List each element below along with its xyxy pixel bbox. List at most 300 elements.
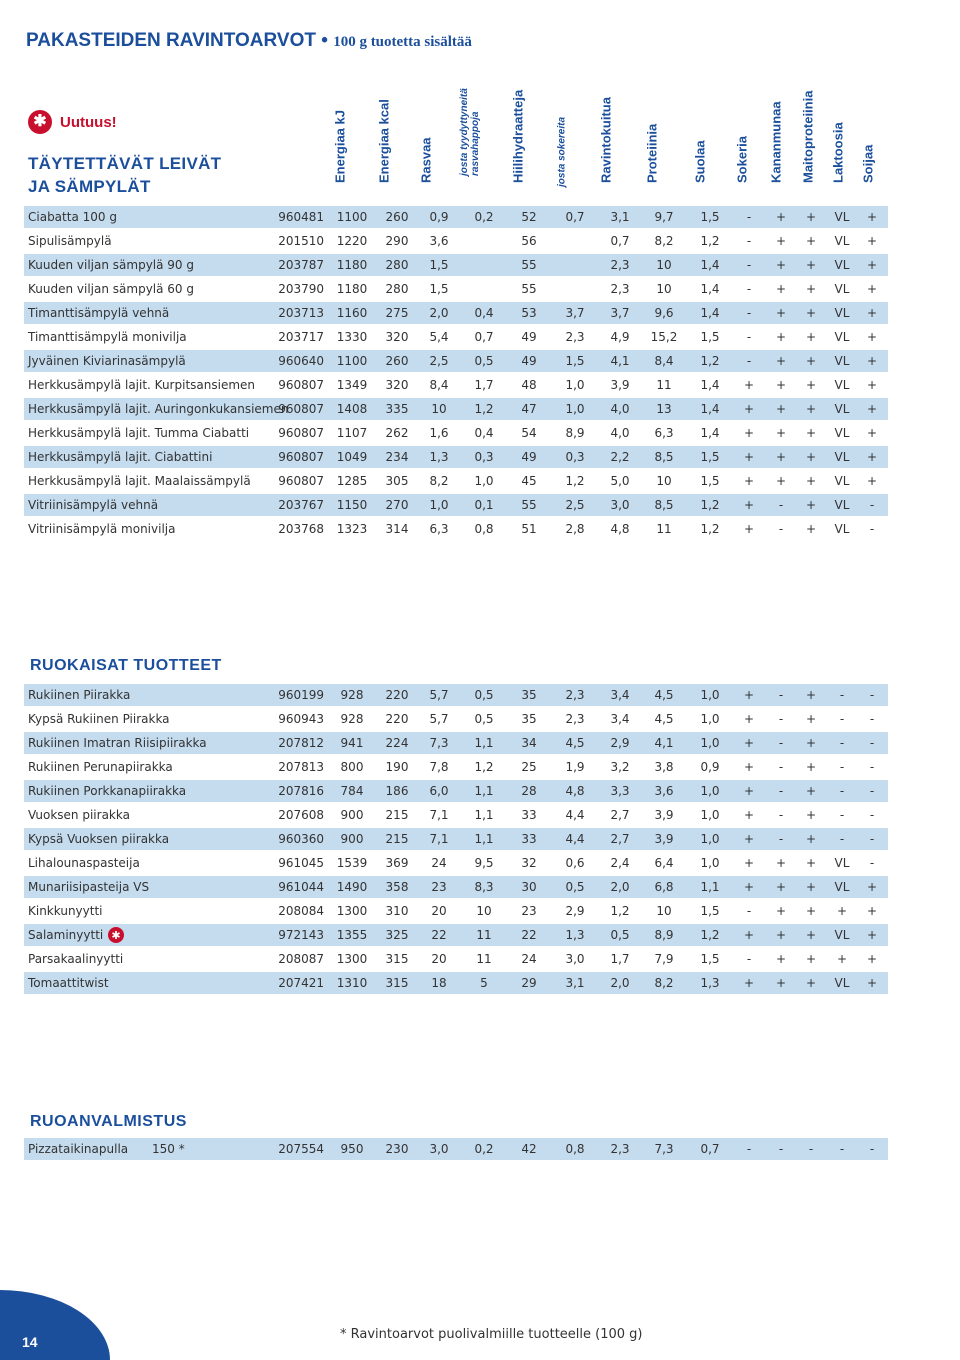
table-cell: 1,4 [700, 258, 720, 272]
table-cell: + [775, 928, 787, 942]
table-row [24, 494, 888, 516]
product-code: 207813 [278, 760, 324, 774]
table-cell: 0,7 [700, 1142, 720, 1156]
table-cell: + [805, 330, 817, 344]
table-cell: 1,1 [474, 808, 494, 822]
table-cell: 290 [385, 234, 409, 248]
table-cell: + [743, 760, 755, 774]
product-code: 203713 [278, 306, 324, 320]
table-cell: + [775, 330, 787, 344]
product-name: Munariisipasteija VS [28, 880, 150, 894]
table-cell: 1,5 [700, 474, 720, 488]
product-code: 207421 [278, 976, 324, 990]
table-row [24, 732, 888, 754]
table-cell: 1,9 [565, 760, 585, 774]
column-header-label: Suolaa [692, 140, 708, 183]
table-cell: - [869, 736, 875, 750]
table-cell: 0,7 [610, 234, 630, 248]
star-badge-icon: ✱ [108, 927, 124, 943]
product-code: 207608 [278, 808, 324, 822]
product-code: 201510 [278, 234, 324, 248]
table-cell: 3,4 [610, 688, 630, 702]
title-main: PAKASTEIDEN RAVINTOARVOT [26, 30, 316, 51]
table-cell: 325 [385, 928, 409, 942]
product-code: 203790 [278, 282, 324, 296]
table-cell: 3,9 [610, 378, 630, 392]
table-cell: + [805, 832, 817, 846]
product-code: 960807 [278, 474, 324, 488]
table-cell: 1,7 [474, 378, 494, 392]
column-header-label: josta sokereita [556, 116, 568, 187]
table-cell: VL [834, 426, 850, 440]
table-cell: 1,4 [700, 282, 720, 296]
table-cell: 262 [385, 426, 409, 440]
table-cell: 48 [521, 378, 537, 392]
table-row [24, 804, 888, 826]
product-code: 960640 [278, 354, 324, 368]
product-name: Jyväinen Kiviarinasämpylä [28, 354, 186, 368]
table-cell: 6,8 [654, 880, 674, 894]
table-cell: 10 [656, 904, 672, 918]
table-cell: + [805, 808, 817, 822]
table-cell: 3,9 [654, 808, 674, 822]
table-cell: 0,2 [474, 1142, 494, 1156]
column-header [823, 80, 853, 198]
table-cell: - [839, 1142, 845, 1156]
table-cell: 369 [385, 856, 409, 870]
table-cell: - [869, 832, 875, 846]
table-cell: 11 [656, 522, 672, 536]
product-code: 960807 [278, 450, 324, 464]
product-name: Kuuden viljan sämpylä 60 g [28, 282, 194, 296]
table-cell: 320 [385, 330, 409, 344]
table-cell: 8,3 [474, 880, 494, 894]
product-code: 960199 [278, 688, 324, 702]
table-cell: 0,5 [474, 688, 494, 702]
table-cell: 5,7 [429, 712, 449, 726]
table-cell: 1,5 [700, 330, 720, 344]
section-title-filled-breads [28, 152, 221, 198]
table-row [24, 302, 888, 324]
page-title [26, 30, 472, 52]
table-cell: 1100 [336, 210, 368, 224]
table-cell: VL [834, 354, 850, 368]
table-cell: 4,5 [654, 688, 674, 702]
table-cell: + [743, 474, 755, 488]
table-cell: 10 [431, 402, 447, 416]
table-cell: 1,2 [700, 928, 720, 942]
table-cell: 18 [431, 976, 447, 990]
table-cell: 1,1 [474, 832, 494, 846]
table-cell: - [746, 354, 752, 368]
column-header [727, 80, 757, 198]
table-cell: + [866, 234, 878, 248]
table-row [24, 828, 888, 850]
table-cell: + [775, 880, 787, 894]
product-name: Parsakaalinyytti [28, 952, 124, 966]
table-cell: - [869, 784, 875, 798]
table-cell: 1330 [336, 330, 368, 344]
table-cell: + [805, 736, 817, 750]
table-cell: 2,0 [610, 976, 630, 990]
table-cell: + [866, 952, 878, 966]
table-cell: VL [834, 928, 850, 942]
table-cell: 3,6 [654, 784, 674, 798]
table-cell: VL [834, 450, 850, 464]
table-cell: 1,1 [474, 736, 494, 750]
table-cell: 15,2 [650, 330, 678, 344]
table-cell: 7,8 [429, 760, 449, 774]
table-cell: + [743, 450, 755, 464]
product-name: Kypsä Vuoksen piirakka [28, 832, 170, 846]
table-cell: 1323 [336, 522, 368, 536]
table-cell: 1,0 [474, 474, 494, 488]
table-cell: VL [834, 282, 850, 296]
table-row [24, 326, 888, 348]
table-cell: VL [834, 976, 850, 990]
table-cell: - [839, 688, 845, 702]
table-cell: 1180 [336, 282, 368, 296]
table-cell: 3,3 [610, 784, 630, 798]
product-name: Vuoksen piirakka [28, 808, 130, 822]
table-cell: 1,5 [700, 210, 720, 224]
table-row [24, 206, 888, 228]
table-cell: 6,3 [654, 426, 674, 440]
table-cell: 260 [385, 210, 409, 224]
product-name: Salaminyytti [28, 928, 104, 942]
table-cell: 2,3 [565, 712, 585, 726]
table-row [24, 374, 888, 396]
table-cell: 2,9 [565, 904, 585, 918]
table-cell: + [743, 378, 755, 392]
table-cell: + [805, 952, 817, 966]
table-cell: 1,5 [429, 258, 449, 272]
table-cell: 47 [521, 402, 537, 416]
table-cell: + [805, 474, 817, 488]
product-code: 960807 [278, 402, 324, 416]
table-cell: 5,0 [610, 474, 630, 488]
table-cell: + [775, 378, 787, 392]
table-cell: 6,4 [654, 856, 674, 870]
table-cell: - [746, 1142, 752, 1156]
table-cell: 56 [521, 234, 537, 248]
table-cell: + [805, 282, 817, 296]
table-cell: 2,3 [610, 282, 630, 296]
table-cell: 49 [521, 450, 537, 464]
table-cell: + [775, 282, 787, 296]
title-bullet: • [321, 30, 328, 51]
table-row [24, 278, 888, 300]
table-cell: 8,4 [429, 378, 449, 392]
table-cell: 305 [385, 474, 409, 488]
table-cell: 1,0 [700, 784, 720, 798]
table-cell: 22 [521, 928, 537, 942]
column-header-label: Energiaa kcal [376, 99, 392, 183]
table-cell: 0,5 [474, 354, 494, 368]
column-header [637, 80, 667, 198]
table-cell: - [839, 808, 845, 822]
table-cell: 5,7 [429, 688, 449, 702]
table-cell: 1490 [336, 880, 368, 894]
table-cell: + [805, 402, 817, 416]
table-cell: + [805, 760, 817, 774]
table-cell: 0,4 [474, 306, 494, 320]
table-cell: 3,9 [654, 832, 674, 846]
table-cell: 3,4 [610, 712, 630, 726]
table-cell: + [805, 880, 817, 894]
column-header [503, 80, 533, 198]
table-cell: 1300 [336, 952, 368, 966]
table-cell: 275 [385, 306, 409, 320]
table-cell: - [778, 760, 784, 774]
table-cell: 270 [385, 498, 409, 512]
product-code: 960360 [278, 832, 324, 846]
table-cell: - [869, 808, 875, 822]
table-cell: 220 [385, 712, 409, 726]
column-header-label: Hiilihydraatteja [510, 89, 526, 183]
product-name: Herkkusämpylä lajit. Tumma Ciabatti [28, 426, 250, 440]
table-cell: VL [834, 258, 850, 272]
table-cell: 320 [385, 378, 409, 392]
table-cell: 1,0 [700, 736, 720, 750]
table-cell: + [743, 712, 755, 726]
table-cell: - [869, 498, 875, 512]
table-row [24, 972, 888, 994]
table-cell: 51 [521, 522, 537, 536]
table-cell: - [778, 736, 784, 750]
table-cell: + [805, 904, 817, 918]
section-title-cooking: RUOANVALMISTUS [30, 1113, 187, 1130]
table-cell: + [866, 976, 878, 990]
table-cell: + [836, 952, 848, 966]
table-cell: 2,5 [565, 498, 585, 512]
table-row [24, 470, 888, 492]
table-cell: 941 [340, 736, 364, 750]
product-code: 961045 [278, 856, 324, 870]
table-cell: 22 [431, 928, 447, 942]
column-header [547, 80, 577, 198]
section-title-line2: JA SÄMPYLÄT [28, 177, 151, 196]
table-cell: + [775, 474, 787, 488]
table-cell: 1,0 [429, 498, 449, 512]
table-cell: 3,1 [610, 210, 630, 224]
table-cell: - [869, 856, 875, 870]
section-title-line1: TÄYTETTÄVÄT LEIVÄT [28, 154, 222, 173]
table-cell: 49 [521, 330, 537, 344]
table-row [24, 948, 888, 970]
table-cell: 1100 [336, 354, 368, 368]
product-name: Kuuden viljan sämpylä 90 g [28, 258, 194, 272]
product-code: 960481 [278, 210, 324, 224]
table-cell: + [743, 426, 755, 440]
table-cell: 1310 [336, 976, 368, 990]
table-cell: - [778, 784, 784, 798]
table-cell: 1,3 [429, 450, 449, 464]
table-cell: + [775, 258, 787, 272]
table-cell: + [866, 258, 878, 272]
table-cell: 1,0 [565, 378, 585, 392]
product-name: Herkkusämpylä lajit. Maalaissämpylä [28, 474, 251, 488]
table-cell: 7,3 [654, 1142, 674, 1156]
table-cell: 1,0 [700, 808, 720, 822]
table-cell: + [805, 258, 817, 272]
table-cell: 3,0 [565, 952, 585, 966]
column-header-label [459, 88, 481, 176]
table-cell: 30 [521, 880, 537, 894]
table-cell: 280 [385, 282, 409, 296]
table-cell: + [743, 688, 755, 702]
table-cell: - [839, 736, 845, 750]
table-cell: + [866, 330, 878, 344]
table-cell: 314 [385, 522, 409, 536]
table-cell: 358 [385, 880, 409, 894]
table-row [24, 780, 888, 802]
table-cell: 0,8 [565, 1142, 585, 1156]
table-cell: + [775, 234, 787, 248]
column-header-label: Sokeria [734, 136, 750, 183]
table-cell: + [805, 426, 817, 440]
footnote: * Ravintoarvot puolivalmiille tuotteelle (100 g) [340, 1327, 643, 1342]
table-cell: 1,2 [474, 760, 494, 774]
table-cell: + [743, 402, 755, 416]
column-header-label: Proteiinia [644, 123, 660, 183]
new-badge [28, 110, 117, 134]
table-cell: 3,8 [654, 760, 674, 774]
table-cell: + [866, 474, 878, 488]
product-name: Timanttisämpylä monivilja [28, 330, 187, 344]
table-row [24, 876, 888, 898]
table-cell: 11 [656, 378, 672, 392]
table-cell: 33 [521, 808, 537, 822]
table-cell: 25 [521, 760, 537, 774]
product-name: Vitriinisämpylä vehnä [28, 498, 159, 512]
table-cell: 1285 [336, 474, 368, 488]
table-cell: - [869, 522, 875, 536]
table-cell: + [743, 976, 755, 990]
table-row [24, 684, 888, 706]
table-cell: 35 [521, 688, 537, 702]
table-cell: 1,2 [700, 498, 720, 512]
table-cell: 4,1 [610, 354, 630, 368]
table-cell: 186 [385, 784, 409, 798]
table-cell: 6,0 [429, 784, 449, 798]
product-code: 203787 [278, 258, 324, 272]
table-cell: 928 [340, 688, 364, 702]
table-cell: + [775, 976, 787, 990]
column-header [325, 80, 355, 198]
table-cell: 1,3 [565, 928, 585, 942]
table-cell: 3,6 [429, 234, 449, 248]
table-cell: - [839, 712, 845, 726]
table-cell: 2,4 [610, 856, 630, 870]
table-cell: 1,1 [700, 880, 720, 894]
table-cell: + [805, 450, 817, 464]
table-row [24, 518, 888, 540]
table-cell: - [839, 760, 845, 774]
table-cell: 11 [476, 928, 492, 942]
table-cell: 0,5 [474, 712, 494, 726]
table-cell: 8,5 [654, 450, 674, 464]
column-header-label: Maitoproteiinia [800, 90, 816, 183]
product-name: Ciabatta 100 g [28, 210, 117, 224]
table-cell: - [778, 522, 784, 536]
table-cell: 23 [521, 904, 537, 918]
table-cell: - [746, 234, 752, 248]
table-cell: 2,3 [565, 688, 585, 702]
table-cell: 1180 [336, 258, 368, 272]
table-cell: 32 [521, 856, 537, 870]
table-cell: + [805, 306, 817, 320]
table-cell: + [743, 856, 755, 870]
table-cell: 3,0 [429, 1142, 449, 1156]
table-cell: - [746, 330, 752, 344]
table-cell: 6,3 [429, 522, 449, 536]
table-cell: 900 [340, 832, 364, 846]
table-cell: 1,7 [610, 952, 630, 966]
table-cell: 1160 [336, 306, 368, 320]
title-subtitle: 100 g tuotetta sisältää [333, 34, 472, 50]
product-name: Timanttisämpylä vehnä [28, 306, 170, 320]
table-cell: 7,1 [429, 808, 449, 822]
table-cell: 215 [385, 832, 409, 846]
product-code: 203768 [278, 522, 324, 536]
table-cell: 1,2 [700, 234, 720, 248]
table-cell: 55 [521, 498, 537, 512]
table-cell: 1,5 [700, 904, 720, 918]
table-cell: + [805, 522, 817, 536]
table-cell: 8,5 [654, 498, 674, 512]
table-cell: 1,5 [700, 952, 720, 966]
table-cell: 1,4 [700, 306, 720, 320]
table-cell: 10 [656, 474, 672, 488]
table-cell: 52 [521, 210, 537, 224]
table-cell: 4,5 [654, 712, 674, 726]
table-cell: 5 [480, 976, 488, 990]
table-cell: VL [834, 402, 850, 416]
table-cell: + [866, 354, 878, 368]
table-cell: 24 [431, 856, 447, 870]
table-cell: VL [834, 306, 850, 320]
table-cell: 280 [385, 258, 409, 272]
table-cell: - [778, 712, 784, 726]
table-cell: + [805, 712, 817, 726]
product-code: 208084 [278, 904, 324, 918]
table-cell: 0,3 [565, 450, 585, 464]
table-row [24, 254, 888, 276]
column-header [455, 80, 485, 198]
table-cell: 1,2 [700, 354, 720, 368]
table-cell: + [775, 306, 787, 320]
table-cell: - [869, 712, 875, 726]
table-row [24, 1138, 888, 1160]
table-cell: 1,5 [565, 354, 585, 368]
table-cell: + [743, 832, 755, 846]
table-row [24, 924, 888, 946]
product-name: Herkkusämpylä lajit. Ciabattini [28, 450, 213, 464]
table-cell: 9,7 [654, 210, 674, 224]
table-cell: 1,4 [700, 378, 720, 392]
table-cell: 34 [521, 736, 537, 750]
table-cell: 0,5 [565, 880, 585, 894]
table-cell: 3,1 [565, 976, 585, 990]
table-cell: - [778, 1142, 784, 1156]
table-cell: 24 [521, 952, 537, 966]
table-cell: 0,7 [565, 210, 585, 224]
table-cell: 1,2 [565, 474, 585, 488]
page-corner [0, 1290, 110, 1360]
table-cell: 2,9 [610, 736, 630, 750]
table-cell: + [866, 282, 878, 296]
